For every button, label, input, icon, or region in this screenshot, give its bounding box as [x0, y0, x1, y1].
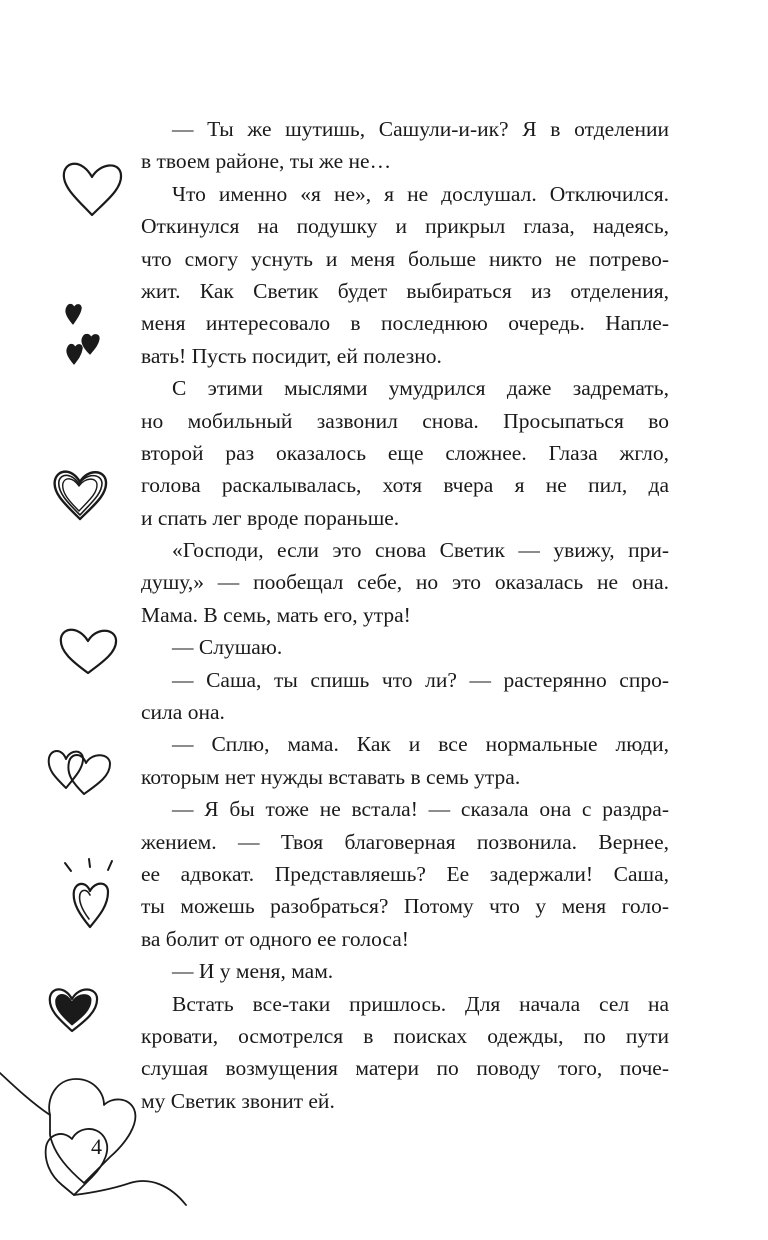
text-line: С этими мыслями умудрился даже задремать,: [172, 376, 669, 401]
text-line: — Сплю, мама. Как и все нормальные люди,: [172, 732, 669, 757]
text-line: жит. Как Светик будет выбираться из отделения,: [141, 278, 669, 303]
text-line: и спать лег вроде пораньше.: [141, 505, 400, 530]
text-line: «Господи, если это снова Светик — увижу, при-: [172, 538, 669, 563]
text-line: которым нет нужды вставать в семь утра.: [141, 764, 521, 789]
text-line: но мобильный зазвонил снова. Просыпаться во: [141, 408, 669, 433]
outline-heart-icon: [58, 155, 128, 220]
text-line: Откинулся на подушку и прикрыл глаза, надеясь,: [141, 214, 669, 239]
text-line: — И у меня, мам.: [172, 959, 334, 984]
text-line: Что именно «я не», я не дослушал. Отключился.: [172, 181, 669, 206]
text-line: — Саша, ты спишь что ли? — растерянно спро-: [172, 667, 669, 692]
text-line: в твоем районе, ты же не…: [141, 149, 392, 174]
text-line: ва болит от одного ее голоса!: [141, 926, 409, 951]
text-line: му Светик звонит ей.: [141, 1088, 335, 1113]
filled-heart-icon: [45, 983, 101, 1035]
double-heart-icon: [44, 742, 116, 798]
scribbled-heart-icon: [50, 465, 110, 523]
text-line: вать! Пусть посидит, ей полезно.: [141, 343, 442, 368]
text-line: кровати, осмотрелся в поисках одежды, по пути: [141, 1023, 669, 1048]
text-line: второй раз оказалось еще сложнее. Глаза жгло,: [141, 440, 669, 465]
text-line: ее адвокат. Представляешь? Ее задержали! Саша,: [141, 861, 669, 886]
text-line: душу,» — пообещал себе, но это оказалась не она.: [141, 570, 669, 595]
text-line: голова раскалывалась, хотя вчера я не пил, да: [141, 473, 669, 498]
text-line: — Ты же шутишь, Сашули-и-ик? Я в отделении: [172, 117, 669, 141]
text-line: — Я бы тоже не встала! — сказала она с раздра-: [172, 797, 669, 822]
outline-heart-icon: [55, 622, 121, 678]
text-line: меня интересовало в последнюю очередь. Напле-: [141, 311, 669, 336]
text-line: слушая возмущения матери по поводу того, поче-: [141, 1056, 669, 1081]
sparkle-heart-icon: [62, 855, 122, 933]
page-number: 4: [91, 1134, 102, 1159]
text-line: сила она.: [141, 700, 225, 725]
text-line: ты можешь разобраться? Потому что у меня голо-: [141, 894, 669, 919]
text-line: — Слушаю.: [172, 635, 283, 660]
text-line: Встать все-таки пришлось. Для начала сел на: [172, 991, 669, 1016]
text-line: жением. — Твоя благоверная позвонила. Вернее,: [141, 829, 669, 854]
small-filled-hearts-icon: [60, 298, 110, 370]
text-line: что смогу уснуть и меня больше никто не потрево-: [141, 246, 669, 271]
body-text: [141, 113, 669, 1117]
text-line: Мама. В семь, мать его, утра!: [141, 602, 411, 627]
